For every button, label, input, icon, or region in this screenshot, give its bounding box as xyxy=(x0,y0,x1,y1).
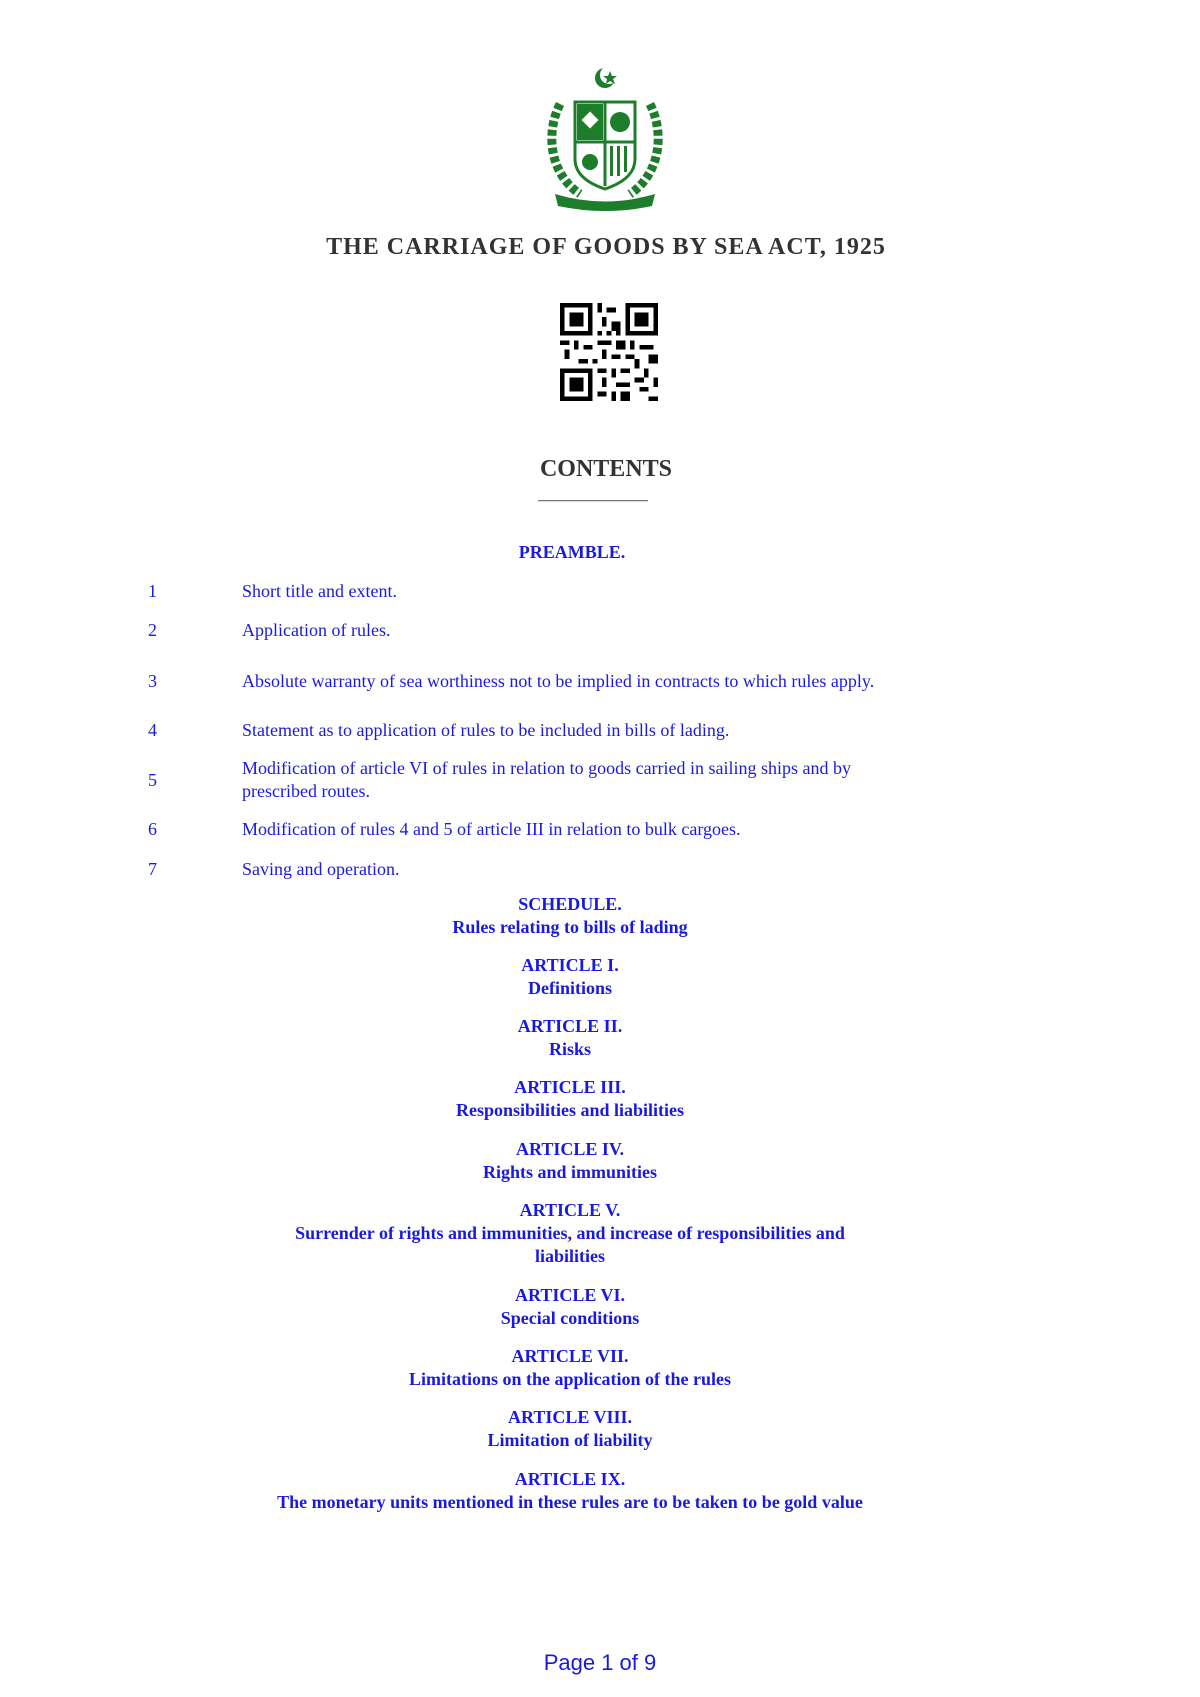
article-heading[interactable]: ARTICLE V. xyxy=(519,1200,621,1220)
article-subtitle[interactable]: The monetary units mentioned in these rules are to be taken to be gold value xyxy=(277,1492,863,1512)
contents-divider xyxy=(538,500,648,502)
article-iii-entry[interactable] xyxy=(150,1076,990,1122)
article-subtitle[interactable]: Special conditions xyxy=(500,1308,640,1328)
preamble-link[interactable]: PREAMBLE. xyxy=(518,542,626,562)
article-heading[interactable]: ARTICLE IX. xyxy=(514,1469,626,1489)
section-title[interactable]: Modification of article VI of rules in relation to goods carried in sailing ships and by prescribed routes. xyxy=(242,758,852,801)
article-heading[interactable]: ARTICLE VIII. xyxy=(507,1407,633,1427)
section-title[interactable]: Short title and extent. xyxy=(242,581,397,601)
qr-code-icon xyxy=(560,303,658,401)
section-number: 5 xyxy=(148,769,157,790)
section-number: 2 xyxy=(148,620,157,640)
section-title[interactable]: Statement as to application of rules to be included in bills of lading. xyxy=(242,720,730,740)
article-subtitle[interactable]: Responsibilities and liabilities xyxy=(455,1100,685,1120)
section-number: 6 xyxy=(148,819,157,839)
article-heading[interactable]: ARTICLE VI. xyxy=(514,1285,626,1305)
article-heading[interactable]: ARTICLE II. xyxy=(517,1016,623,1036)
state-emblem-icon xyxy=(540,64,670,214)
article-subtitle[interactable]: Limitation of liability xyxy=(487,1430,653,1450)
section-title[interactable]: Modification of rules 4 and 5 of article III in relation to bulk cargoes. xyxy=(242,819,741,839)
toc-section-4[interactable] xyxy=(148,719,908,742)
schedule-entry[interactable] xyxy=(150,893,990,939)
section-title[interactable]: Application of rules. xyxy=(242,620,391,640)
article-subtitle[interactable]: Risks xyxy=(548,1039,592,1059)
section-title[interactable]: Absolute warranty of sea worthiness not to be implied in contracts to which rules apply. xyxy=(242,670,875,691)
document-title: THE CARRIAGE OF GOODS BY SEA ACT, 1925 xyxy=(326,234,886,260)
article-v-entry[interactable] xyxy=(270,1199,870,1268)
article-heading[interactable]: ARTICLE I. xyxy=(521,955,619,975)
article-heading[interactable]: ARTICLE III. xyxy=(514,1077,626,1097)
article-viii-entry[interactable] xyxy=(150,1406,990,1452)
toc-section-6[interactable] xyxy=(148,818,908,841)
article-heading[interactable]: ARTICLE VII. xyxy=(511,1346,629,1366)
article-ii-entry[interactable] xyxy=(150,1015,990,1061)
section-number: 1 xyxy=(148,581,157,601)
section-title[interactable]: Saving and operation. xyxy=(242,859,400,879)
toc-section-2[interactable] xyxy=(148,619,908,642)
schedule-subtitle[interactable]: Rules relating to bills of lading xyxy=(452,917,688,937)
article-subtitle[interactable]: Limitations on the application of the rules xyxy=(408,1369,731,1389)
article-vi-entry[interactable] xyxy=(150,1284,990,1330)
article-subtitle[interactable]: Surrender of rights and immunities, and increase of responsibilities and liabilities xyxy=(295,1223,845,1266)
toc-section-3[interactable] xyxy=(148,658,908,704)
article-heading[interactable]: ARTICLE IV. xyxy=(515,1139,625,1159)
toc-section-5[interactable] xyxy=(148,757,908,803)
page-number: Page 1 of 9 xyxy=(543,1650,657,1675)
toc-section-7[interactable] xyxy=(148,858,908,881)
article-subtitle[interactable]: Definitions xyxy=(527,978,612,998)
section-number: 3 xyxy=(148,670,157,691)
article-i-entry[interactable] xyxy=(150,954,990,1000)
toc-section-1[interactable] xyxy=(148,580,908,603)
article-vii-entry[interactable] xyxy=(150,1345,990,1391)
article-iv-entry[interactable] xyxy=(150,1138,990,1184)
contents-heading: CONTENTS xyxy=(539,456,673,482)
article-ix-entry[interactable] xyxy=(150,1468,990,1514)
schedule-heading[interactable]: SCHEDULE. xyxy=(518,894,622,914)
article-subtitle[interactable]: Rights and immunities xyxy=(482,1162,658,1182)
section-number: 4 xyxy=(148,720,157,740)
section-number: 7 xyxy=(148,859,157,879)
